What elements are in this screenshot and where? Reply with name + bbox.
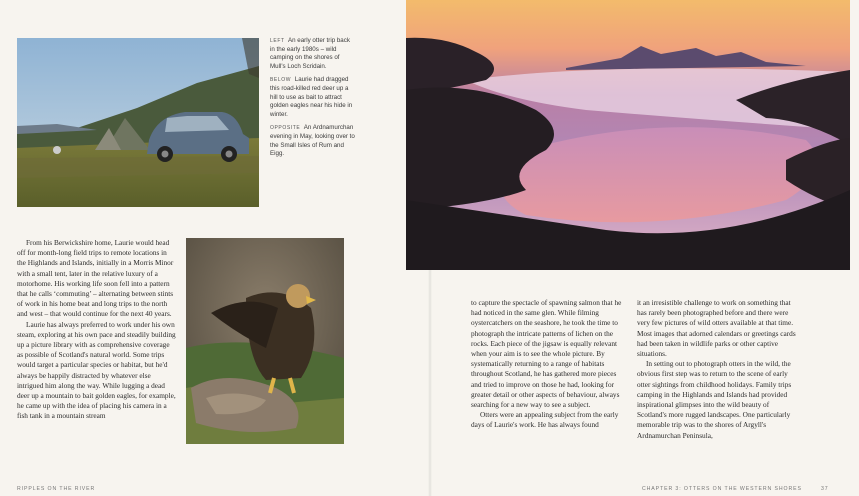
caption-left-text: An early otter trip back in the early 1980s – wild camping on the shores of Mull's Loch Scridain.	[270, 37, 350, 70]
sunset-loch-photo	[406, 0, 850, 270]
col2-paragraph-1: to capture the spectacle of spawning salmon that he had noticed in the same glen. While filming oystercatchers on the seashore, he took the time to photograph the intricate patterns of lichen on the rocks. Each piece of the jigsaw is equally relevant when your aim is to see the whole picture. By systematically returning to a range of habitats throughout Scotland, he has gathered more pieces and tried to improve on those he had, looking for greater detail or other aspects of behaviour, always searching for a new way to see a subject.	[471, 298, 622, 410]
caption-below-text: Laurie had dragged this road-killed red deer up a hill to use as bait to attract golden eagles near his hide in winter.	[270, 76, 353, 118]
col3-paragraph-1: it an irresistible challenge to work on something that has rarely been photographed before and there were very few pictures of wild otters available at that time. Most images that adorned calendars or greetings cards had been taken in wildlife parks or other captive situations.	[637, 298, 796, 359]
eagle-photo	[186, 238, 344, 444]
caption-opposite-text: An Ardnamurchan evening in May, looking over to the Small Isles of Rum and Eigg.	[270, 124, 355, 158]
photo-captions	[270, 37, 356, 164]
body-column-1	[17, 238, 177, 422]
caption-opposite-label: OPPOSITE	[270, 125, 301, 132]
footer-left-running-head: RIPPLES ON THE RIVER	[17, 486, 96, 492]
caption-opposite	[270, 124, 356, 158]
body-column-2	[471, 298, 625, 431]
footer-right-running-head: CHAPTER 3: OTTERS ON THE WESTERN SHORES	[642, 486, 802, 492]
col3-paragraph-2: In setting out to photograph otters in the wild, the obvious first step was to return to the scene of early otter sightings from childhood holidays. Family trips camping in the Highlands and Islands had provided inspirational glimpses into the wild beauty of Scotland's more rugged landscapes. One particularly memorable trip was to the shores of Argyll's Ardnamurchan Peninsula,	[637, 359, 792, 440]
caption-below-label: BELOW	[270, 77, 292, 84]
caption-left	[270, 37, 356, 71]
col1-paragraph-1: From his Berwickshire home, Laurie would head off for month-long field trips to remote locations in the Highlands and Islands, initially in a Morris Minor with a small tent, later in the relative luxury of a motorhome. His working life soon fell into a pattern that he calls ‘commuting’ – alternating between stints of work in his home beat and long trips to the north and west – that would continue for the next 40 years.	[17, 238, 174, 319]
caption-left-label: LEFT	[270, 38, 285, 44]
body-column-3	[637, 298, 799, 441]
col2-paragraph-2: Otters were an appealing subject from the early days of Laurie's work. He has always found	[471, 410, 619, 430]
caption-below	[270, 76, 356, 119]
col1-paragraph-2: Laurie has always preferred to work under his own steam, exploring at his own pace and steadily building up a picture library with as comprehensive coverage as possible of Scotland's natural world. Some trips would target a particular species or habitat, but he'd always be happily distracted by whatever else intrigued him along the way. While lugging a dead deer up a mountain to bait golden eagles, for example, he came up with the idea of placing his camera in a fish tank in a mountain stream	[17, 319, 176, 421]
camping-photo	[17, 38, 259, 207]
page-number: 37	[821, 486, 829, 492]
